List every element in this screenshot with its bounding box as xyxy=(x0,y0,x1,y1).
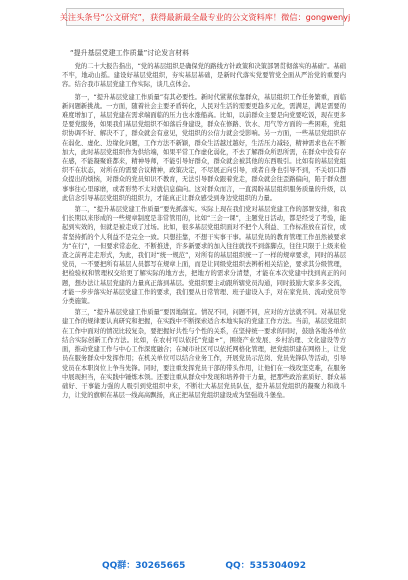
document-title: “提升基层党建工作质量”讨论发言材料 xyxy=(70,49,190,57)
footer-qq-group: QQ群：30265665 xyxy=(101,561,186,571)
contact-footer xyxy=(0,558,408,571)
footer-qq: QQ：535304092 xyxy=(225,561,307,571)
paragraph-3: 第三，“提升基层党建工作质量”要因地制宜。情况不同，问题不同，应对的方法就不同。对基层党建工作的规律要认真研究和把握，在实践中不断探索适合本地实际的党建工作方法。当前，基层党组织在工作中面对的情况比较复杂，要把握好共性与个性的关系，在坚持统一要求的同时，鼓励各地各单位结合实际创新工作方法。比如，在农村可以依托“党建+”，围绕产业发展、乡村治理、文化建设等方面，推动党建工作与中心工作深度融合；在城市社区可以依托网格化管理，把党组织建在网格上，让党员在服务群众中发挥作用；在机关单位可以结合业务工作，开展党员示范岗、党员先锋队等活动，引导党员在本职岗位上争当先锋。同时，要注重发挥党员干部的带头作用，让他们在一线攻坚克难，在服务中展现担当，在实践中锤炼本领。还要注重从群众中发现和培养骨干力量，把那些政治素质好、群众基础好、干事能力强的人吸引到党组织中来，不断壮大基层党员队伍，提升基层党组织的凝聚力和战斗力，让党的旗帜在基层一线高高飘扬，真正把基层党组织建设成为坚强战斗堡垒。 xyxy=(62,309,346,400)
paragraph-intro: 党的二十大报告指出，“党的基层组织是确保党的路线方针政策和决策部署贯彻落实的基础”。基础不牢，地动山摇。建设好基层党组织，夯实基层基础，是新时代落实党要管党全面从严治党的重要内容。结合我市基层党建工作实际，谈几点体会。 xyxy=(62,63,346,89)
banner-wechat: 微信：gongwenyj xyxy=(281,11,351,22)
banner-text: 关注头条号“公文研究”，获得最新最全最专业的公文资料库！ xyxy=(59,11,282,22)
promo-banner xyxy=(59,8,351,26)
paragraph-2: 第二，“提升基层党建工作质量”要先抓落实。实际上现在我们党对基层党建工作的部署安排，和我们长期以来形成的一些规章制度是非常管用的，比如“三会一课”，主题党日活动，都是经受了考验，能起到实效的，但就是被走成了过场。比如，很多基层党组织面对不把个人利益、工作标准放在首位，或者坚持抓的个人利益不是完全一致。只想挂靠，不想干实事干事。基层党员的教育管理工作虽然被要求为“在行”，一但要求常态化、不断推进，许多新要求的加入往往就找不到落脚点，往往只限于上级来检查之前再走走形式，为此，我们对“统一规范”，对所有的基层组织统一了一样的规章要求，同时的基层党员，一不要把所有基层人员都写在规章上面，而是让同级党组织去辨析相关结论，要求其分级管理，把检验权和管理权交给更了解实际的地方去，把地方的需求分清楚，才能在本次党建中找到真正的问题，想办法让基层党建的力量真正落到基层。党组织要主动跟所辖党员沟通，同时鼓励大家多多交流，才能一步步落实好基层党建工作的要求，我们要从日常管理、班子建设入手，对在家党员、流动党员等分类施策。 xyxy=(62,206,346,306)
document-body xyxy=(62,62,346,540)
paragraph-1: 第一，“提升基层党建工作质量”有其必要性。新时代紧紧依靠群众，基层组织工作任务繁重，面临新问题新挑战。一方面，随着社会主要矛盾转化，人民对生活的需要更趋多元化，需满足，满足需要的难度增加了，基层党建在需求端面临的压力也水涨船高。比如，以前群众主要是向党要吃饭，现在更多是要党服务，如果我们基层党组织不如落后身建设，群众在修路、饮水、用气等方面的一些困难，党组织协调不好、解决不了，群众就会有意见，党组织的公信力就会受影响。另一方面，一些基层党组织存在弱化、虚化、边缘化问题，工作方法不新颖，群众生活越过越好，生活压力减轻，精神需求也在不断加大，此时基层党组织作为供给端，如果平常工作虚化弱化，不去了解群众所思所需，在群众中没有存在感，不能凝聚谁都来，精神导师，不能引导好群众，群众就会被其他的东西吸引。比如有的基层党组织不在状态，对所在的需要合议精神，政策决定，不尽展正向引导，或者自身也引导不到，不关切口群众提出的烦恼，对群众的党员知识不教育，无法引导群众跟着党走，群众就会往歪路偏向，陷于群众想事事往心里琢磨，或者形势不太对就信息偏向。这对群众而言，一直渴盼基层组织服务质量的升级，以此信念引导基层党组织的组织力，才能真正让群众感受到身边党组织的力量。 xyxy=(62,93,346,202)
